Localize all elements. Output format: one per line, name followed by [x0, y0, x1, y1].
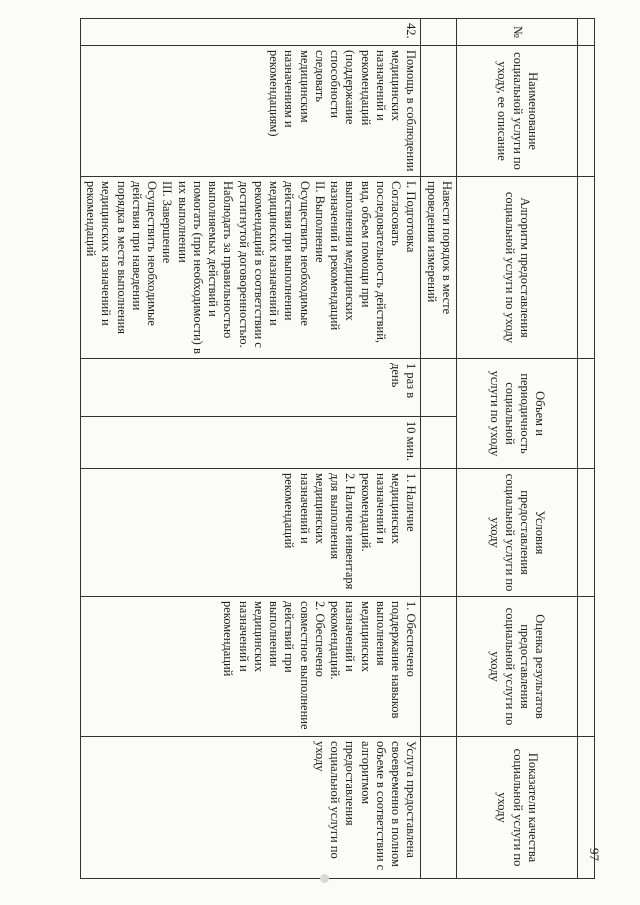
rotated-table-wrapper	[85, 18, 595, 878]
header-quality: Показатели качества социальной услуги по уходу	[457, 737, 578, 879]
row-name: Помощь в соблюдении медицинских назначений и рекомендаций (поддержание способности следовать медицинским назначениям и рекомендациям)	[81, 46, 422, 177]
header-volume: Объем и периодичность социальной услуги по уходу	[457, 359, 578, 469]
row-evaluation: 1. Обеспечено поддержание навыков выполнения медицинских назначений и рекомендаций. 2. Обеспечено совместное выполнение действий при выполнении медицинских назначений и рекомендаций	[81, 597, 422, 737]
header-conditions: Условия предоставления социальной услуги по уходу	[457, 469, 578, 597]
row-algorithm: I. Подготовка Согласовать последовательность действий, вид, объем помощи при выполнении медицинских назначений и рекомендаций II. Выполнение Осуществить необходимые действия при выполнении медицинских назначений и рекомендаций в соответствии с достигнутой договоренностью. Наблюдать за правильностью выполняемых действий и помогать (при необходимости) в их выполнении III. Завершение Осуществить необходимые действия при наведении порядка в месте выполнения медицинских назначений и рекомендаций	[81, 177, 422, 359]
table-row	[81, 19, 422, 879]
top-blank-row	[578, 19, 595, 879]
row-volume: 1 раз в день	[81, 359, 422, 417]
header-row	[457, 19, 578, 879]
header-algorithm: Алгоритм предоставления социальной услуги по уходу	[457, 177, 578, 359]
page-number: 97	[587, 848, 602, 861]
header-evaluation: Оценка результатов предоставления социальной услуги по уходу	[457, 597, 578, 737]
row-num: 42.	[81, 19, 422, 46]
punch-hole	[320, 874, 329, 883]
row-conditions: 1. Наличие медицинских назначений и рекомендаций. 2. Наличие инвентаря для выполнения медицинских назначений и рекомендаций	[81, 469, 422, 597]
prev-row-algorithm: Навести порядок в месте проведения измерений	[421, 177, 457, 359]
social-services-table	[80, 18, 595, 879]
prev-row	[421, 19, 457, 879]
row-time: 10 мин.	[81, 417, 422, 469]
row-quality: Услуга предоставлена своевременно в полном объеме в соответствии с алгоритмом предоставления социальной услуги по уходу	[81, 737, 422, 879]
header-num: №	[457, 19, 578, 46]
header-name: Наименование социальной услуги по уходу, ее описание	[457, 46, 578, 177]
